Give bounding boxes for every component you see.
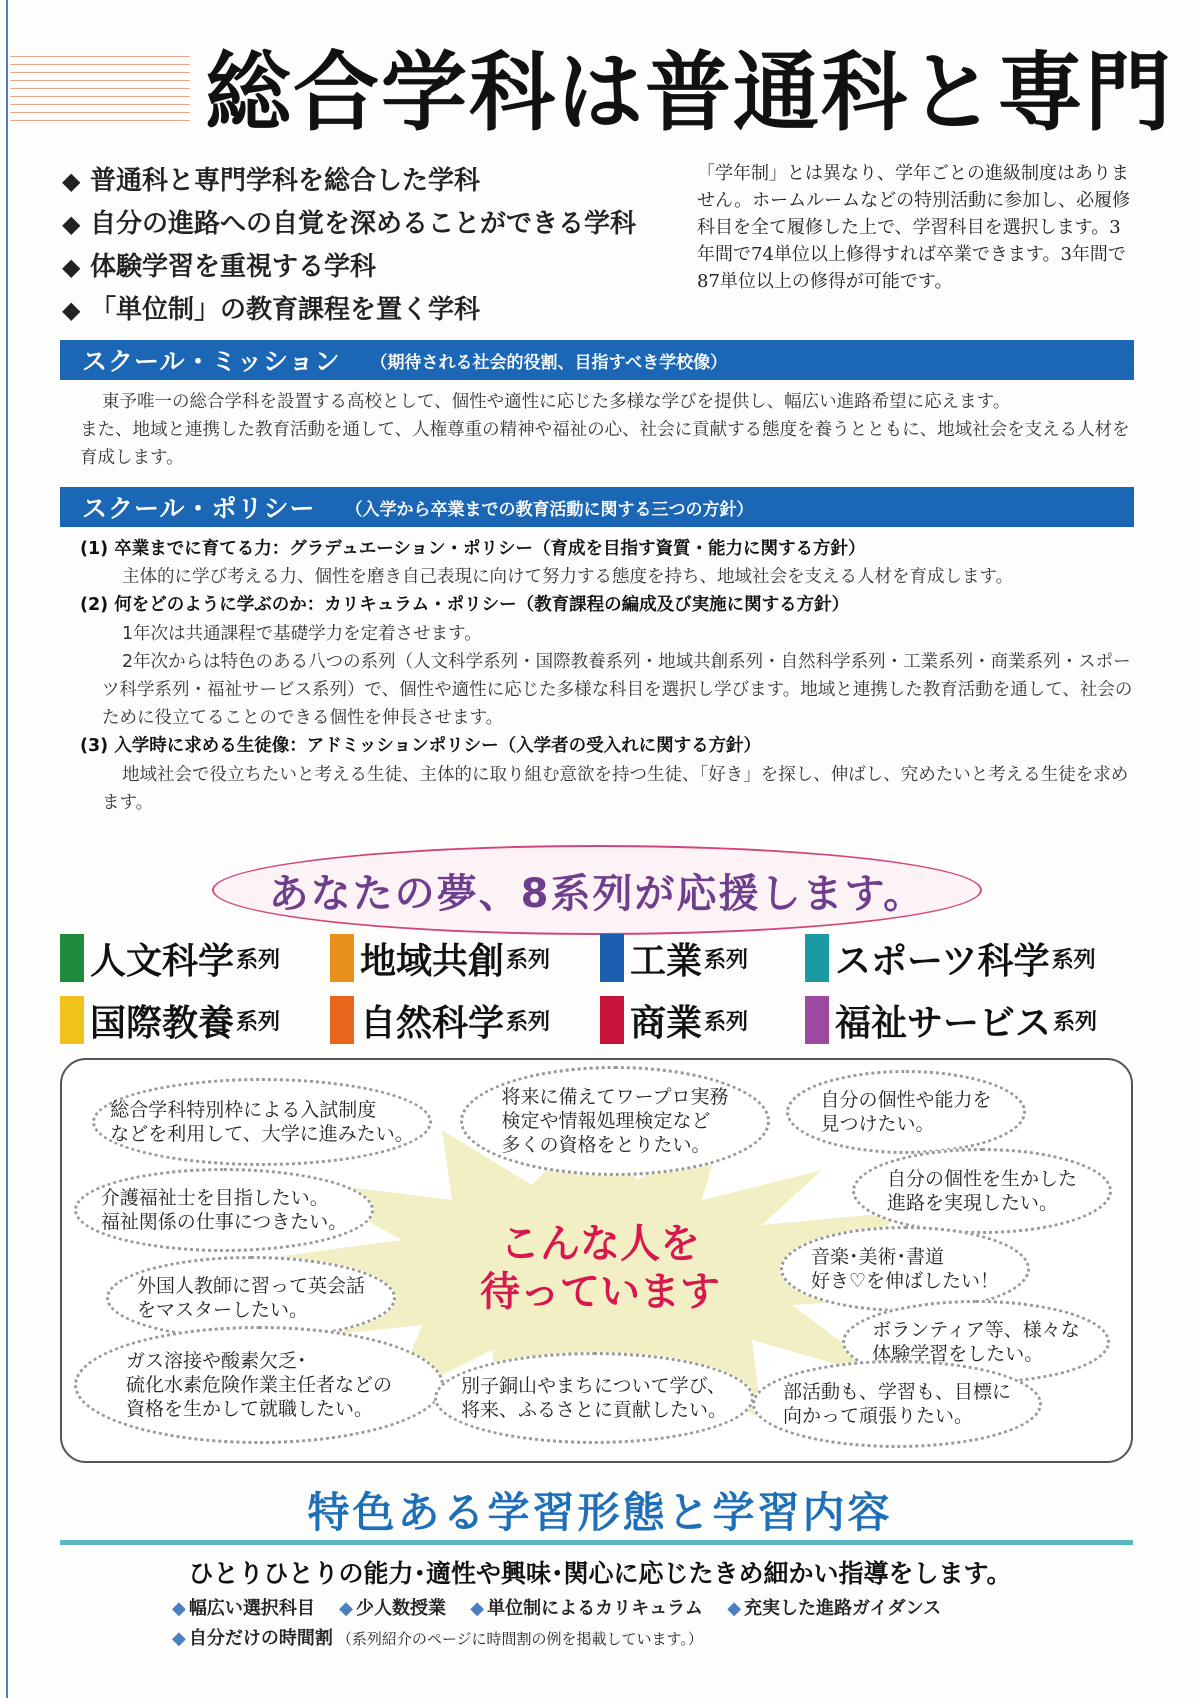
wish-bubble: ボランティア等、様々な 体験学習をしたい。	[842, 1300, 1110, 1384]
wish-bubble: 将来に備えてワープロ実務 検定や情報処理検定など 多くの資格をとりたい。	[460, 1066, 770, 1176]
wanted-students-panel	[60, 1058, 1133, 1463]
wish-bubble: 総合学科特別枠による入試制度 などを利用して、大学に進みたい。	[92, 1078, 432, 1166]
series-color-swatch	[805, 996, 829, 1044]
wanted-heading: こんな人を 待っています	[480, 1221, 720, 1315]
series-item: 地域共創 系列	[330, 932, 550, 984]
diamond-icon: ◆	[470, 1598, 485, 1619]
policy-subtitle: （入学から卒業までの教育活動に関する三つの方針）	[345, 499, 754, 520]
series-color-swatch	[330, 934, 354, 982]
series-color-swatch	[600, 996, 624, 1044]
mission-banner	[60, 340, 1134, 380]
feature-list	[62, 160, 702, 332]
wish-bubble: 別子銅山やまちについて学び、 将来、ふるさとに貢献したい。	[434, 1352, 754, 1444]
title-decor-lines	[10, 56, 190, 126]
diamond-icon: ◆	[172, 1598, 186, 1619]
series-item: 商業 系列	[600, 994, 748, 1046]
series-item: 人文科学 系列	[60, 932, 280, 984]
policy-body: 地域社会で役立ちたいと考える生徒、主体的に取り組む意欲を持つ生徒、「好き」を探し、伸ばし、究めたいと考える生徒を求めます。	[102, 764, 1129, 813]
wish-bubble: 部活動も、学習も、目標に 向かって頑張りたい。	[752, 1360, 1042, 1448]
diamond-icon: ◆	[339, 1598, 353, 1619]
policy-heading: (3) 入学時に求める生徒像：アドミッションポリシー（入学者の受入れに関する方針）	[80, 736, 762, 757]
feature-points	[172, 1594, 1132, 1654]
point-item: ◆ 自分だけの時間割 （系列紹介のページに時間割の例を掲載しています。）	[172, 1628, 703, 1649]
wish-bubble: 自分の個性や能力を 見つけたい。	[786, 1070, 1026, 1154]
mission-text: 東予唯一の総合学科を設置する高校として、個性や適性に応じた多様な学びを提供し、幅広い進路希望に応えます。 また、地域と連携した教育活動を通して、人権尊重の精神や福祉の心、社会に貢献する態度を養うとともに、地域社会を支える人材を育成します。	[80, 392, 1130, 468]
diamond-icon: ◆	[62, 210, 81, 238]
point-item: ◆ 幅広い選択科目	[172, 1598, 315, 1619]
point-item: ◆ 充実した進路ガイダンス	[727, 1598, 942, 1619]
feature-item: ◆ 自分の進路への自覚を深めることができる学科	[62, 203, 702, 246]
feature-item: ◆ 体験学習を重視する学科	[62, 246, 702, 289]
diamond-icon: ◆	[62, 253, 81, 281]
series-color-swatch	[60, 934, 84, 982]
timetable-note: （系列紹介のページに時間割の例を掲載しています。）	[336, 1630, 703, 1648]
policy-list	[80, 535, 1140, 817]
series-color-swatch	[805, 934, 829, 982]
series-item: 工業 系列	[600, 932, 748, 984]
series-color-swatch	[600, 934, 624, 982]
series-item: 福祉サービス 系列	[805, 994, 1097, 1046]
policy-heading: (2) 何をどのように学ぶのか：カリキュラム・ポリシー（教育課程の編成及び実施に関する方針）	[80, 595, 850, 616]
series-color-swatch	[330, 996, 354, 1044]
wish-bubble: ガス溶接や酸素欠乏･ 硫化水素危険作業主任者などの 資格を生かして就職したい。	[74, 1326, 444, 1444]
policy-heading: (1) 卒業までに育てる力：グラデュエーション・ポリシー（育成を目指す資質・能力に関する方針）	[80, 539, 866, 559]
diamond-icon: ◆	[62, 167, 81, 195]
guidance-lead: ひとりひとりの能力･適性や興味･関心に応じたきめ細かい指導をします。	[188, 1559, 1012, 1588]
wish-bubble: 自分の個性を生かした 進路を実現したい。	[852, 1148, 1112, 1234]
series-item: 自然科学 系列	[330, 994, 550, 1046]
series-grid	[60, 930, 1140, 1054]
policy-body: 2年次からは特色のある八つの系列（人文科学系列・国際教養系列・地域共創系列・自然科学系列・工業系列・商業系列・スポーツ科学系列・福祉サービス系列）で、個性や適性に応じた多様な科目を選択し学びます。地域と連携した教育活動を通して、社会のために役立てることのできる個性を伸長させます。	[102, 651, 1133, 729]
wish-bubble: 外国人教師に習って英会話 をマスターしたい。	[106, 1256, 396, 1340]
diamond-icon: ◆	[172, 1628, 186, 1649]
section-title-features: 特色ある学習形態と学習内容	[307, 1488, 893, 1537]
series-item: スポーツ科学 系列	[805, 932, 1096, 984]
mission-title: スクール・ミッション	[82, 347, 341, 376]
policy-banner	[60, 487, 1134, 527]
section-rule	[60, 1540, 1133, 1545]
diamond-icon: ◆	[62, 296, 81, 324]
left-margin-rule	[6, 0, 8, 1698]
series-color-swatch	[60, 996, 84, 1044]
policy-body: 1年次は共通課程で基礎学力を定着させます。	[122, 623, 482, 644]
wish-bubble: 介護福祉士を目指したい。 福祉関係の仕事につきたい。	[74, 1168, 374, 1252]
wish-bubble: 音楽･美術･書道 好き♡を伸ばしたい！	[780, 1226, 1030, 1312]
dream-banner: あなたの夢、8系列が応援します。	[212, 845, 982, 935]
page-title: 総合学科は普通科と専門	[205, 43, 1173, 143]
credit-system-note: 「学年制」とは異なり、学年ごとの進級制度はありません。ホームルームなどの特別活動に参加し、必履修科目を全て履修した上で、学習科目を選択します。3年間で74単位以上修得すれば卒業できます。3年間で87単位以上の修得が可能です。	[697, 163, 1131, 292]
feature-item: ◆ 普通科と専門学科を総合した学科	[62, 160, 702, 203]
series-item: 国際教養 系列	[60, 994, 280, 1046]
feature-item: ◆ 「単位制」の教育課程を置く学科	[62, 289, 702, 332]
point-item: ◆ 少人数授業	[339, 1598, 446, 1619]
policy-body: 主体的に学び考える力、個性を磨き自己表現に向けて努力する態度を持ち、地域社会を支える人材を育成します。	[122, 567, 1014, 588]
policy-title: スクール・ポリシー	[82, 494, 316, 523]
mission-subtitle: （期待される社会的役割、目指すべき学校像）	[370, 352, 728, 373]
diamond-icon: ◆	[727, 1598, 742, 1619]
point-item: ◆ 単位制によるカリキュラム	[470, 1598, 703, 1619]
